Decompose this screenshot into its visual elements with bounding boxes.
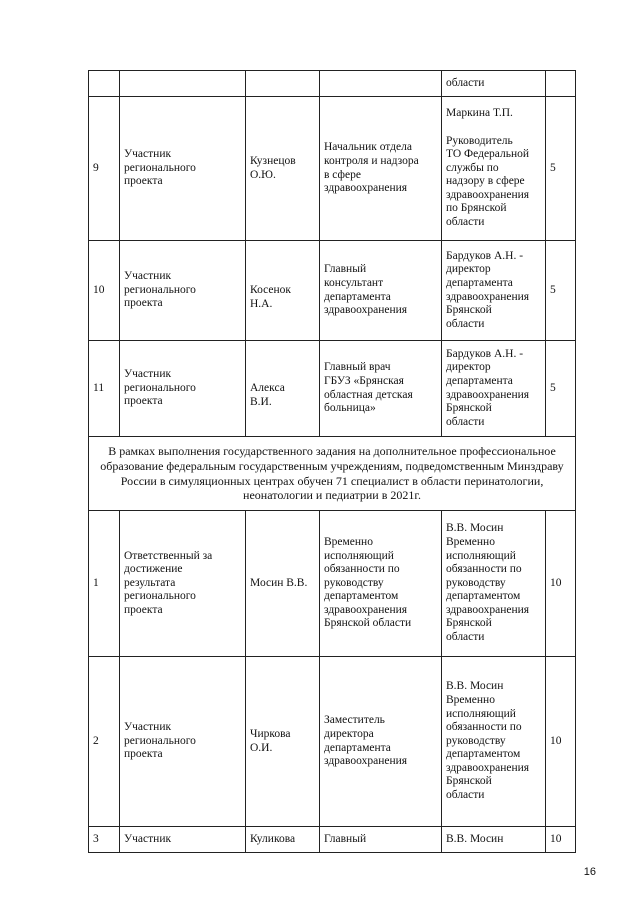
approver-cell: Бардуков А.Н. - директор департамента здравоохранения Брянской области — [442, 241, 546, 341]
table-row — [89, 71, 576, 97]
position-cell: Заместитель директора департамента здравоохранения — [320, 657, 442, 827]
value-cell: 10 — [546, 657, 576, 827]
value-cell: 10 — [546, 827, 576, 853]
row-number: 1 — [89, 511, 120, 657]
role-cell: Участник регионального проекта — [120, 341, 246, 437]
row-number — [89, 71, 120, 97]
position-cell — [320, 71, 442, 97]
section-note: В рамках выполнения государственного задания на дополнительное профессиональное образование федеральным государственным учреждениям, подведомственным Минздраву России в симуляционных центрах обучен 71 специалист в области перинатологии, неонатологии и педиатрии в 2021г. — [89, 437, 576, 511]
participants-table — [88, 70, 576, 853]
value-cell — [546, 71, 576, 97]
table-row — [89, 511, 576, 657]
approver-cell: Бардуков А.Н. - директор департамента здравоохранения Брянской области — [442, 341, 546, 437]
role-cell: Ответственный за достижение результата регионального проекта — [120, 511, 246, 657]
position-cell: Главный консультант департамента здравоохранения — [320, 241, 442, 341]
table-row — [89, 97, 576, 241]
role-cell: Участник регионального проекта — [120, 97, 246, 241]
name-cell: Чиркова О.И. — [246, 657, 320, 827]
table-row — [89, 827, 576, 853]
row-number: 11 — [89, 341, 120, 437]
position-cell: Главный врач ГБУЗ «Брянская областная детская больница» — [320, 341, 442, 437]
name-cell: Алекса В.И. — [246, 341, 320, 437]
row-number: 9 — [89, 97, 120, 241]
name-cell — [246, 71, 320, 97]
approver-cell: В.В. Мосин — [442, 827, 546, 853]
approver-cell: области — [442, 71, 546, 97]
approver-cell: В.В. Мосин Временно исполняющий обязанности по руководству департаментом здравоохранения Брянской области — [442, 657, 546, 827]
value-cell: 5 — [546, 97, 576, 241]
name-cell: Мосин В.В. — [246, 511, 320, 657]
role-cell: Участник регионального проекта — [120, 657, 246, 827]
approver-cell: Маркина Т.П. Руководитель ТО Федеральной службы по надзору в сфере здравоохранения по Брянской области — [442, 97, 546, 241]
value-cell: 5 — [546, 341, 576, 437]
row-number: 3 — [89, 827, 120, 853]
name-cell: Куликова — [246, 827, 320, 853]
position-cell: Главный — [320, 827, 442, 853]
name-cell: Кузнецов О.Ю. — [246, 97, 320, 241]
role-cell: Участник — [120, 827, 246, 853]
value-cell: 5 — [546, 241, 576, 341]
name-cell: Косенок Н.А. — [246, 241, 320, 341]
approver-cell: В.В. Мосин Временно исполняющий обязанности по руководству департаментом здравоохранения Брянской области — [442, 511, 546, 657]
table-row — [89, 241, 576, 341]
role-cell: Участник регионального проекта — [120, 241, 246, 341]
value-cell: 10 — [546, 511, 576, 657]
page-number: 16 — [583, 866, 596, 878]
table-row — [89, 657, 576, 827]
role-cell — [120, 71, 246, 97]
row-number: 10 — [89, 241, 120, 341]
position-cell: Временно исполняющий обязанности по руководству департаментом здравоохранения Брянской области — [320, 511, 442, 657]
position-cell: Начальник отдела контроля и надзора в сфере здравоохранения — [320, 97, 442, 241]
table-row — [89, 341, 576, 437]
row-number: 2 — [89, 657, 120, 827]
section-note-row — [89, 437, 576, 511]
